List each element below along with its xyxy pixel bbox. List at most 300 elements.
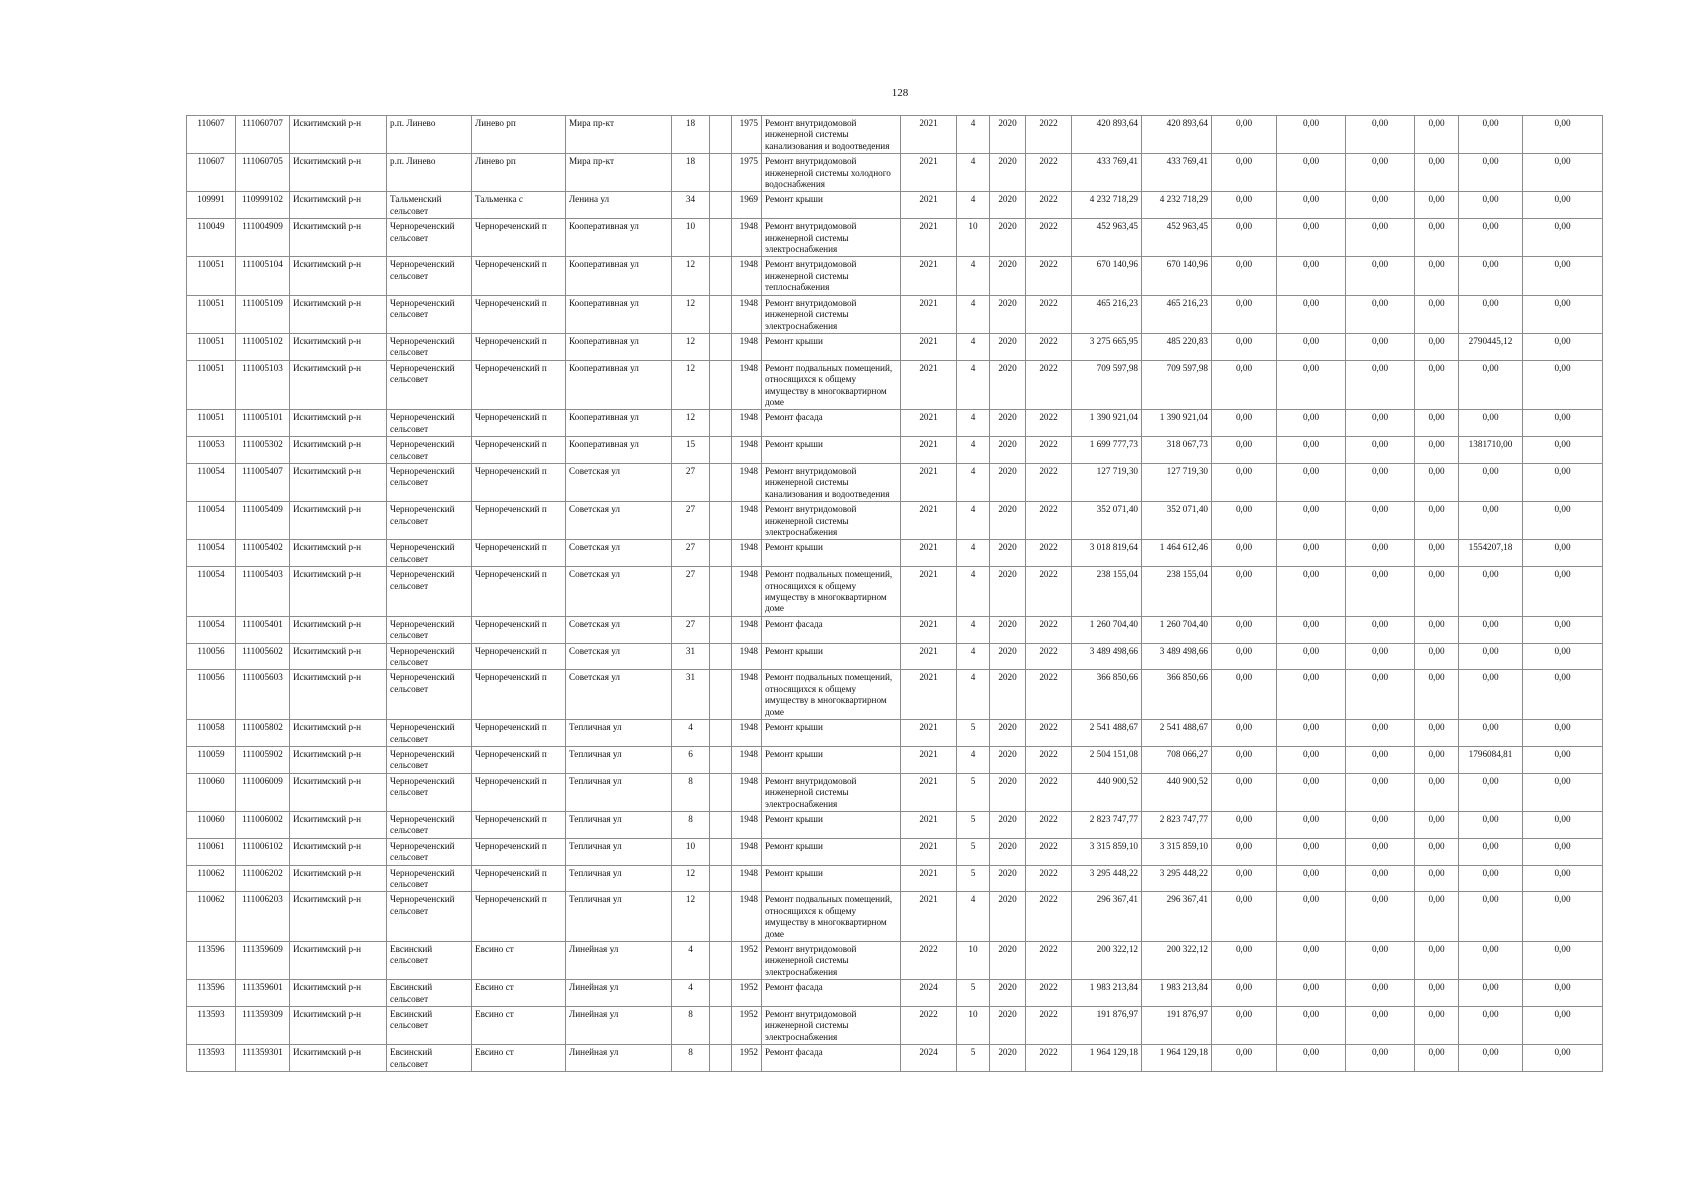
cell-house-number: 12	[672, 257, 710, 295]
cell-building	[710, 437, 732, 464]
cell-regional-funds: 0,00	[1277, 670, 1346, 720]
cell-work-id: 111005103	[236, 360, 290, 410]
cell-other-funds: 0,00	[1415, 1007, 1459, 1045]
table-row	[187, 567, 1603, 617]
cell-work-type: Ремонт крыши	[762, 643, 901, 670]
cell-work-id: 111005602	[236, 643, 290, 670]
cell-work-type: Ремонт внутридомовой инженерной системы электроснабжения	[762, 942, 901, 980]
cell-municipal-funds: 0,00	[1346, 219, 1415, 257]
cell-work-id: 111006102	[236, 838, 290, 865]
cell-fund-cost: 708 066,27	[1142, 746, 1212, 773]
cell-extra-funds: 0,00	[1523, 892, 1603, 942]
cell-federal-funds: 0,00	[1212, 942, 1277, 980]
cell-year-built: 1948	[732, 463, 762, 501]
table-row	[187, 116, 1603, 154]
cell-municipal-funds: 0,00	[1346, 838, 1415, 865]
cell-year-built: 1948	[732, 295, 762, 333]
cell-work-id: 111005603	[236, 670, 290, 720]
cell-house-number: 27	[672, 502, 710, 540]
cell-settlement: Чернореченский п	[472, 865, 566, 892]
cell-regional-funds: 0,00	[1277, 192, 1346, 219]
table-body	[187, 116, 1603, 1072]
cell-plan-year: 2021	[901, 333, 957, 360]
cell-work-type: Ремонт внутридомовой инженерной системы канализования и водоотведения	[762, 463, 901, 501]
cell-month: 4	[957, 616, 990, 643]
cell-house-number: 27	[672, 540, 710, 567]
table-row	[187, 1045, 1603, 1072]
cell-month: 5	[957, 773, 990, 811]
cell-total-cost: 3 315 859,10	[1072, 838, 1142, 865]
cell-year-built: 1948	[732, 360, 762, 410]
cell-period-end: 2022	[1026, 410, 1072, 437]
cell-plan-year: 2024	[901, 1045, 957, 1072]
cell-settlement: Линево рп	[472, 154, 566, 192]
cell-settlement: Чернореченский п	[472, 643, 566, 670]
cell-district: Искитимский р-н	[290, 257, 387, 295]
cell-regional-funds: 0,00	[1277, 773, 1346, 811]
cell-regional-funds: 0,00	[1277, 540, 1346, 567]
cell-regional-funds: 0,00	[1277, 567, 1346, 617]
cell-fund-cost: 1 260 704,40	[1142, 616, 1212, 643]
cell-month: 4	[957, 463, 990, 501]
cell-municipality: Чернореченский сельсовет	[387, 720, 472, 747]
cell-period-start: 2020	[990, 410, 1026, 437]
cell-municipality: Чернореченский сельсовет	[387, 773, 472, 811]
cell-owner-funds: 0,00	[1459, 219, 1523, 257]
cell-federal-funds: 0,00	[1212, 720, 1277, 747]
cell-federal-funds: 0,00	[1212, 670, 1277, 720]
cell-period-end: 2022	[1026, 333, 1072, 360]
cell-other-funds: 0,00	[1415, 643, 1459, 670]
cell-regional-funds: 0,00	[1277, 811, 1346, 838]
cell-extra-funds: 0,00	[1523, 670, 1603, 720]
cell-municipal-funds: 0,00	[1346, 116, 1415, 154]
cell-district: Искитимский р-н	[290, 502, 387, 540]
cell-work-id: 111006203	[236, 892, 290, 942]
cell-plan-year: 2021	[901, 746, 957, 773]
cell-municipal-funds: 0,00	[1346, 670, 1415, 720]
cell-fund-cost: 3 295 448,22	[1142, 865, 1212, 892]
cell-settlement: Чернореченский п	[472, 773, 566, 811]
cell-period-start: 2020	[990, 1045, 1026, 1072]
cell-district: Искитимский р-н	[290, 980, 387, 1007]
cell-work-id: 111005104	[236, 257, 290, 295]
cell-regional-funds: 0,00	[1277, 463, 1346, 501]
cell-district: Искитимский р-н	[290, 942, 387, 980]
capital-repair-table	[186, 115, 1603, 1072]
cell-work-type: Ремонт фасада	[762, 616, 901, 643]
cell-house-id: 110054	[187, 567, 236, 617]
cell-month: 4	[957, 746, 990, 773]
cell-fund-cost: 485 220,83	[1142, 333, 1212, 360]
cell-fund-cost: 3 315 859,10	[1142, 838, 1212, 865]
cell-period-start: 2020	[990, 616, 1026, 643]
cell-period-start: 2020	[990, 865, 1026, 892]
cell-work-id: 111005409	[236, 502, 290, 540]
cell-regional-funds: 0,00	[1277, 410, 1346, 437]
cell-period-end: 2022	[1026, 773, 1072, 811]
cell-regional-funds: 0,00	[1277, 616, 1346, 643]
cell-work-type: Ремонт внутридомовой инженерной системы канализования и водоотведения	[762, 116, 901, 154]
cell-month: 5	[957, 720, 990, 747]
cell-work-type: Ремонт подвальных помещений, относящихся к общему имуществу в многоквартирном доме	[762, 567, 901, 617]
cell-owner-funds: 0,00	[1459, 567, 1523, 617]
cell-total-cost: 296 367,41	[1072, 892, 1142, 942]
cell-period-start: 2020	[990, 219, 1026, 257]
cell-month: 5	[957, 811, 990, 838]
cell-other-funds: 0,00	[1415, 567, 1459, 617]
table-row	[187, 154, 1603, 192]
cell-year-built: 1948	[732, 720, 762, 747]
cell-district: Искитимский р-н	[290, 1007, 387, 1045]
cell-owner-funds: 0,00	[1459, 616, 1523, 643]
cell-work-id: 111005102	[236, 333, 290, 360]
cell-other-funds: 0,00	[1415, 154, 1459, 192]
cell-house-number: 27	[672, 616, 710, 643]
cell-building	[710, 670, 732, 720]
cell-regional-funds: 0,00	[1277, 154, 1346, 192]
cell-period-start: 2020	[990, 811, 1026, 838]
cell-owner-funds: 0,00	[1459, 295, 1523, 333]
cell-year-built: 1948	[732, 567, 762, 617]
cell-district: Искитимский р-н	[290, 865, 387, 892]
cell-street: Тепличная ул	[566, 865, 672, 892]
cell-federal-funds: 0,00	[1212, 463, 1277, 501]
cell-year-built: 1948	[732, 811, 762, 838]
cell-extra-funds: 0,00	[1523, 980, 1603, 1007]
cell-district: Искитимский р-н	[290, 219, 387, 257]
cell-extra-funds: 0,00	[1523, 1007, 1603, 1045]
cell-house-id: 110051	[187, 295, 236, 333]
table-row	[187, 437, 1603, 464]
cell-work-id: 111006202	[236, 865, 290, 892]
cell-extra-funds: 0,00	[1523, 838, 1603, 865]
table-row	[187, 257, 1603, 295]
cell-work-id: 111060707	[236, 116, 290, 154]
cell-fund-cost: 1 983 213,84	[1142, 980, 1212, 1007]
cell-federal-funds: 0,00	[1212, 567, 1277, 617]
cell-fund-cost: 200 322,12	[1142, 942, 1212, 980]
cell-house-number: 8	[672, 1045, 710, 1072]
cell-year-built: 1948	[732, 746, 762, 773]
cell-year-built: 1948	[732, 502, 762, 540]
cell-work-type: Ремонт фасада	[762, 1045, 901, 1072]
cell-settlement: Чернореченский п	[472, 567, 566, 617]
cell-building	[710, 219, 732, 257]
cell-period-start: 2020	[990, 360, 1026, 410]
cell-period-start: 2020	[990, 643, 1026, 670]
cell-regional-funds: 0,00	[1277, 942, 1346, 980]
cell-settlement: Чернореченский п	[472, 720, 566, 747]
cell-owner-funds: 0,00	[1459, 643, 1523, 670]
cell-municipal-funds: 0,00	[1346, 154, 1415, 192]
cell-settlement: Чернореченский п	[472, 746, 566, 773]
cell-other-funds: 0,00	[1415, 1045, 1459, 1072]
cell-period-end: 2022	[1026, 1007, 1072, 1045]
cell-month: 5	[957, 865, 990, 892]
cell-period-end: 2022	[1026, 670, 1072, 720]
cell-extra-funds: 0,00	[1523, 865, 1603, 892]
cell-regional-funds: 0,00	[1277, 838, 1346, 865]
cell-work-id: 111005402	[236, 540, 290, 567]
cell-building	[710, 502, 732, 540]
cell-plan-year: 2021	[901, 502, 957, 540]
cell-house-id: 110051	[187, 333, 236, 360]
cell-house-number: 4	[672, 720, 710, 747]
cell-federal-funds: 0,00	[1212, 192, 1277, 219]
cell-district: Искитимский р-н	[290, 616, 387, 643]
cell-settlement: Чернореченский п	[472, 670, 566, 720]
table-row	[187, 502, 1603, 540]
cell-settlement: Евсино ст	[472, 942, 566, 980]
cell-period-end: 2022	[1026, 154, 1072, 192]
cell-month: 4	[957, 116, 990, 154]
cell-fund-cost: 1 964 129,18	[1142, 1045, 1212, 1072]
cell-total-cost: 2 541 488,67	[1072, 720, 1142, 747]
cell-other-funds: 0,00	[1415, 892, 1459, 942]
cell-other-funds: 0,00	[1415, 773, 1459, 811]
cell-federal-funds: 0,00	[1212, 502, 1277, 540]
cell-plan-year: 2021	[901, 437, 957, 464]
cell-other-funds: 0,00	[1415, 257, 1459, 295]
cell-period-start: 2020	[990, 670, 1026, 720]
cell-month: 10	[957, 219, 990, 257]
cell-building	[710, 720, 732, 747]
cell-district: Искитимский р-н	[290, 1045, 387, 1072]
cell-municipal-funds: 0,00	[1346, 746, 1415, 773]
cell-street: Тепличная ул	[566, 838, 672, 865]
cell-work-type: Ремонт крыши	[762, 811, 901, 838]
cell-extra-funds: 0,00	[1523, 116, 1603, 154]
cell-building	[710, 257, 732, 295]
cell-total-cost: 191 876,97	[1072, 1007, 1142, 1045]
table-row	[187, 360, 1603, 410]
cell-municipal-funds: 0,00	[1346, 643, 1415, 670]
cell-house-number: 18	[672, 116, 710, 154]
cell-municipality: Чернореченский сельсовет	[387, 502, 472, 540]
cell-plan-year: 2021	[901, 773, 957, 811]
cell-district: Искитимский р-н	[290, 410, 387, 437]
cell-fund-cost: 440 900,52	[1142, 773, 1212, 811]
cell-federal-funds: 0,00	[1212, 360, 1277, 410]
cell-fund-cost: 366 850,66	[1142, 670, 1212, 720]
cell-work-id: 111359309	[236, 1007, 290, 1045]
cell-extra-funds: 0,00	[1523, 746, 1603, 773]
cell-building	[710, 980, 732, 1007]
cell-plan-year: 2021	[901, 616, 957, 643]
table-row	[187, 616, 1603, 643]
cell-house-id: 109991	[187, 192, 236, 219]
cell-owner-funds: 0,00	[1459, 980, 1523, 1007]
cell-work-id: 111005802	[236, 720, 290, 747]
cell-period-start: 2020	[990, 502, 1026, 540]
cell-house-id: 110053	[187, 437, 236, 464]
cell-period-start: 2020	[990, 154, 1026, 192]
cell-settlement: Евсино ст	[472, 1007, 566, 1045]
cell-total-cost: 1 699 777,73	[1072, 437, 1142, 464]
cell-period-start: 2020	[990, 333, 1026, 360]
cell-total-cost: 452 963,45	[1072, 219, 1142, 257]
cell-work-type: Ремонт внутридомовой инженерной системы электроснабжения	[762, 1007, 901, 1045]
table-row	[187, 746, 1603, 773]
cell-period-end: 2022	[1026, 838, 1072, 865]
cell-owner-funds: 2790445,12	[1459, 333, 1523, 360]
cell-street: Советская ул	[566, 643, 672, 670]
cell-municipal-funds: 0,00	[1346, 192, 1415, 219]
cell-district: Искитимский р-н	[290, 567, 387, 617]
cell-house-id: 110062	[187, 865, 236, 892]
cell-municipality: Чернореченский сельсовет	[387, 360, 472, 410]
cell-work-id: 111359301	[236, 1045, 290, 1072]
cell-work-type: Ремонт внутридомовой инженерной системы электроснабжения	[762, 295, 901, 333]
cell-municipality: Чернореченский сельсовет	[387, 643, 472, 670]
cell-municipal-funds: 0,00	[1346, 360, 1415, 410]
cell-owner-funds: 0,00	[1459, 892, 1523, 942]
cell-street: Линейная ул	[566, 942, 672, 980]
cell-municipality: Чернореченский сельсовет	[387, 746, 472, 773]
cell-district: Искитимский р-н	[290, 811, 387, 838]
cell-year-built: 1948	[732, 865, 762, 892]
cell-work-type: Ремонт внутридомовой инженерной системы теплоснабжения	[762, 257, 901, 295]
cell-plan-year: 2021	[901, 670, 957, 720]
cell-municipal-funds: 0,00	[1346, 720, 1415, 747]
cell-work-type: Ремонт фасада	[762, 410, 901, 437]
cell-month: 4	[957, 567, 990, 617]
cell-period-end: 2022	[1026, 295, 1072, 333]
cell-month: 4	[957, 192, 990, 219]
cell-month: 4	[957, 892, 990, 942]
cell-plan-year: 2021	[901, 463, 957, 501]
cell-work-id: 111060705	[236, 154, 290, 192]
cell-federal-funds: 0,00	[1212, 980, 1277, 1007]
cell-street: Советская ул	[566, 567, 672, 617]
cell-owner-funds: 0,00	[1459, 463, 1523, 501]
cell-house-id: 110060	[187, 811, 236, 838]
cell-other-funds: 0,00	[1415, 942, 1459, 980]
cell-building	[710, 773, 732, 811]
cell-house-id: 110607	[187, 154, 236, 192]
cell-work-id: 111005302	[236, 437, 290, 464]
cell-period-end: 2022	[1026, 865, 1072, 892]
cell-settlement: Чернореченский п	[472, 437, 566, 464]
cell-fund-cost: 2 823 747,77	[1142, 811, 1212, 838]
cell-regional-funds: 0,00	[1277, 720, 1346, 747]
cell-federal-funds: 0,00	[1212, 838, 1277, 865]
table-row	[187, 295, 1603, 333]
cell-house-id: 110051	[187, 410, 236, 437]
cell-total-cost: 2 504 151,08	[1072, 746, 1142, 773]
cell-year-built: 1952	[732, 1045, 762, 1072]
table-row	[187, 865, 1603, 892]
table-row	[187, 720, 1603, 747]
cell-month: 4	[957, 154, 990, 192]
cell-year-built: 1948	[732, 773, 762, 811]
cell-plan-year: 2021	[901, 720, 957, 747]
cell-work-type: Ремонт крыши	[762, 540, 901, 567]
cell-plan-year: 2024	[901, 980, 957, 1007]
cell-work-id: 111006002	[236, 811, 290, 838]
cell-house-number: 31	[672, 643, 710, 670]
cell-extra-funds: 0,00	[1523, 616, 1603, 643]
cell-building	[710, 295, 732, 333]
cell-federal-funds: 0,00	[1212, 295, 1277, 333]
cell-owner-funds: 0,00	[1459, 192, 1523, 219]
cell-total-cost: 433 769,41	[1072, 154, 1142, 192]
cell-street: Тепличная ул	[566, 773, 672, 811]
cell-street: Кооперативная ул	[566, 410, 672, 437]
cell-fund-cost: 433 769,41	[1142, 154, 1212, 192]
table-row	[187, 980, 1603, 1007]
cell-street: Кооперативная ул	[566, 360, 672, 410]
cell-municipal-funds: 0,00	[1346, 540, 1415, 567]
cell-extra-funds: 0,00	[1523, 360, 1603, 410]
cell-building	[710, 892, 732, 942]
cell-settlement: Чернореченский п	[472, 838, 566, 865]
cell-street: Тепличная ул	[566, 892, 672, 942]
cell-period-start: 2020	[990, 746, 1026, 773]
cell-other-funds: 0,00	[1415, 720, 1459, 747]
table-row	[187, 670, 1603, 720]
cell-street: Мира пр-кт	[566, 116, 672, 154]
cell-month: 4	[957, 360, 990, 410]
cell-month: 10	[957, 1007, 990, 1045]
cell-settlement: Чернореченский п	[472, 463, 566, 501]
cell-extra-funds: 0,00	[1523, 567, 1603, 617]
cell-work-type: Ремонт крыши	[762, 333, 901, 360]
cell-total-cost: 670 140,96	[1072, 257, 1142, 295]
cell-other-funds: 0,00	[1415, 463, 1459, 501]
cell-work-id: 111005401	[236, 616, 290, 643]
cell-fund-cost: 127 719,30	[1142, 463, 1212, 501]
cell-other-funds: 0,00	[1415, 980, 1459, 1007]
cell-building	[710, 838, 732, 865]
cell-federal-funds: 0,00	[1212, 154, 1277, 192]
cell-regional-funds: 0,00	[1277, 502, 1346, 540]
cell-period-start: 2020	[990, 1007, 1026, 1045]
cell-extra-funds: 0,00	[1523, 811, 1603, 838]
cell-house-number: 12	[672, 333, 710, 360]
cell-district: Искитимский р-н	[290, 746, 387, 773]
cell-work-type: Ремонт подвальных помещений, относящихся к общему имуществу в многоквартирном доме	[762, 670, 901, 720]
cell-house-number: 18	[672, 154, 710, 192]
cell-other-funds: 0,00	[1415, 219, 1459, 257]
cell-district: Искитимский р-н	[290, 360, 387, 410]
cell-plan-year: 2021	[901, 865, 957, 892]
cell-municipality: Чернореченский сельсовет	[387, 463, 472, 501]
cell-year-built: 1975	[732, 154, 762, 192]
cell-municipal-funds: 0,00	[1346, 295, 1415, 333]
cell-house-number: 12	[672, 865, 710, 892]
cell-extra-funds: 0,00	[1523, 410, 1603, 437]
cell-street: Мира пр-кт	[566, 154, 672, 192]
page-number: 128	[891, 87, 909, 99]
cell-owner-funds: 0,00	[1459, 670, 1523, 720]
cell-federal-funds: 0,00	[1212, 746, 1277, 773]
cell-extra-funds: 0,00	[1523, 540, 1603, 567]
cell-house-id: 110051	[187, 257, 236, 295]
cell-month: 4	[957, 295, 990, 333]
cell-year-built: 1948	[732, 540, 762, 567]
cell-plan-year: 2021	[901, 811, 957, 838]
cell-plan-year: 2021	[901, 219, 957, 257]
cell-total-cost: 3 018 819,64	[1072, 540, 1142, 567]
cell-municipality: Чернореченский сельсовет	[387, 865, 472, 892]
cell-street: Линейная ул	[566, 980, 672, 1007]
cell-municipal-funds: 0,00	[1346, 333, 1415, 360]
cell-other-funds: 0,00	[1415, 437, 1459, 464]
cell-plan-year: 2021	[901, 295, 957, 333]
cell-extra-funds: 0,00	[1523, 502, 1603, 540]
